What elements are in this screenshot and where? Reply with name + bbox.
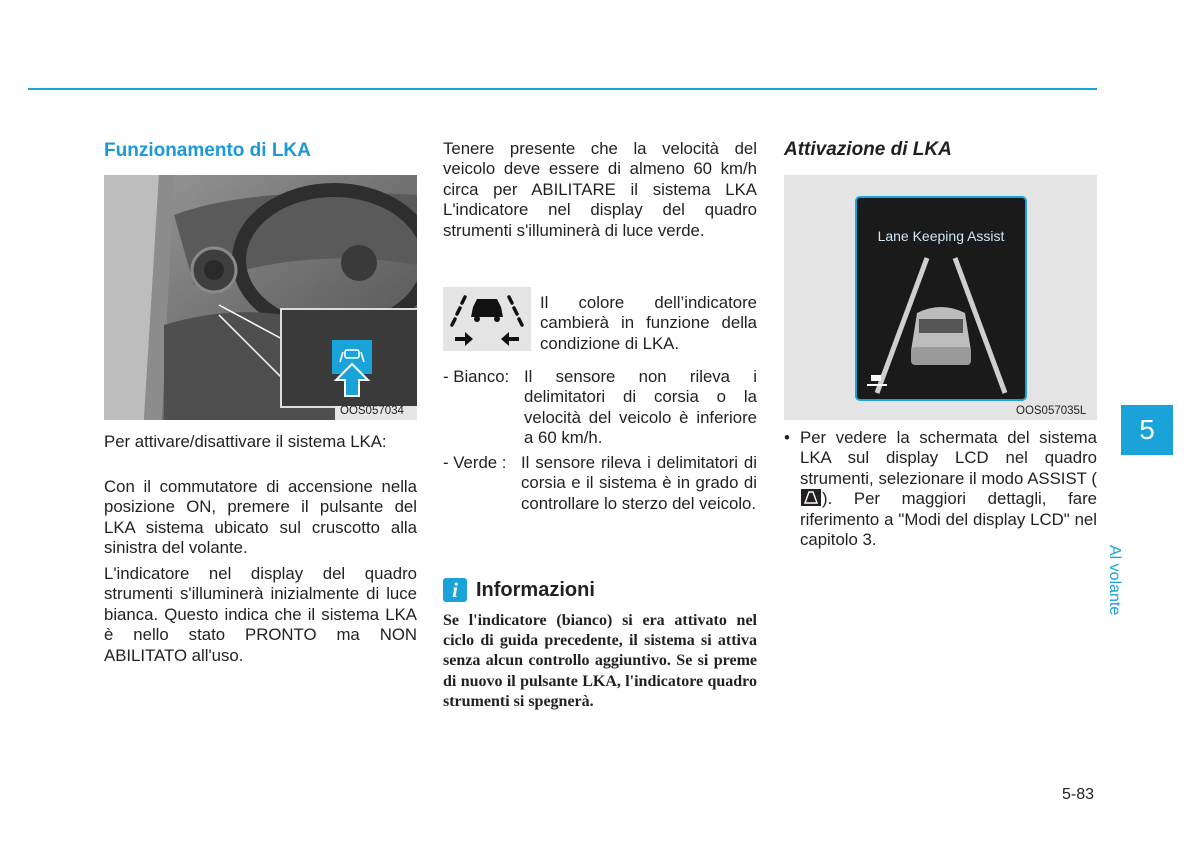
bullet-marker: •	[784, 428, 790, 447]
section-heading-attivazione: Attivazione di LKA	[784, 139, 952, 160]
lcd-figure	[784, 175, 1097, 420]
button-inset	[280, 308, 417, 408]
paragraph-intro: Tenere presente che la velocità del veicolo deve essere di almeno 60 km/h circa per ABILITARE il sistema LKA L'indicatore nel display del quadro strumenti s'illuminerà di luce verde.	[443, 139, 757, 240]
lka-indicator-box	[443, 287, 531, 351]
lane-illustration	[857, 253, 1025, 399]
section-heading-funzionamento: Funzionamento di LKA	[104, 140, 311, 161]
chapter-label: Al volante	[1106, 545, 1123, 616]
bullet-text-part1: Per vedere la schermata del sistema LKA sul display LCD nel quadro strumenti, selezionare il modo ASSIST (	[800, 428, 1097, 488]
list-item	[443, 453, 757, 557]
figure-caption-2: OOS057035L	[1016, 405, 1087, 417]
list-value: Il sensore non rileva i delimitatori di corsia o la velocità del veicolo è inferiore a 60 km/h.	[524, 367, 757, 448]
assist-mode-icon	[801, 489, 821, 506]
lcd-screen	[855, 196, 1027, 401]
info-title: Informazioni	[476, 578, 595, 601]
info-header	[443, 578, 595, 602]
list-item	[443, 367, 757, 451]
bullet-text	[800, 428, 1097, 550]
list-value: Il sensore rileva i delimitatori di corsia e il sistema è in grado di controllare lo sterzo del veicolo.	[521, 453, 757, 513]
top-rule	[28, 88, 1097, 90]
paragraph: Con il commutatore di accensione nella posizione ON, premere il pulsante del LKA sistema ubicato sul cruscotto alla sinistra del volante.	[104, 477, 417, 558]
bullet-text-part2: ). Per maggiori dettagli, fare riferimento a "Modi del display LCD" nel capitolo 3.	[800, 489, 1097, 550]
lka-indicator-icon	[443, 287, 531, 351]
list-key: - Bianco:	[443, 367, 510, 386]
lcd-title: Lane Keeping Assist	[877, 228, 1005, 244]
indicator-description: Il colore dell’indicatore cambierà in funzione della condizione di LKA.	[540, 293, 757, 353]
page-number: 5-83	[1061, 786, 1094, 803]
dashboard-figure	[104, 175, 417, 420]
list-key: - Verde :	[443, 453, 507, 472]
chapter-tab: 5	[1121, 405, 1173, 455]
figure-caption-1: OOS057034	[340, 405, 404, 417]
info-body: Se l'indicatore (bianco) si era attivato nel ciclo di guida precedente, il sistema si attiva senza alcun controllo aggiuntivo. Se si preme di nuovo il pulsante LKA, l'indicatore quadro strumenti si spegnerà.	[443, 612, 757, 710]
paragraph: Per attivare/disattivare il sistema LKA:	[104, 432, 387, 451]
paragraph: L'indicatore nel display del quadro strumenti s'illuminerà inizialmente di luce bianca. Questo indica che il sistema LKA è nello stato PRONTO ma NON ABILITATO all'uso.	[104, 564, 417, 665]
bullet-item	[784, 428, 1097, 552]
info-icon: i	[443, 578, 467, 602]
up-arrow-icon	[332, 362, 372, 400]
